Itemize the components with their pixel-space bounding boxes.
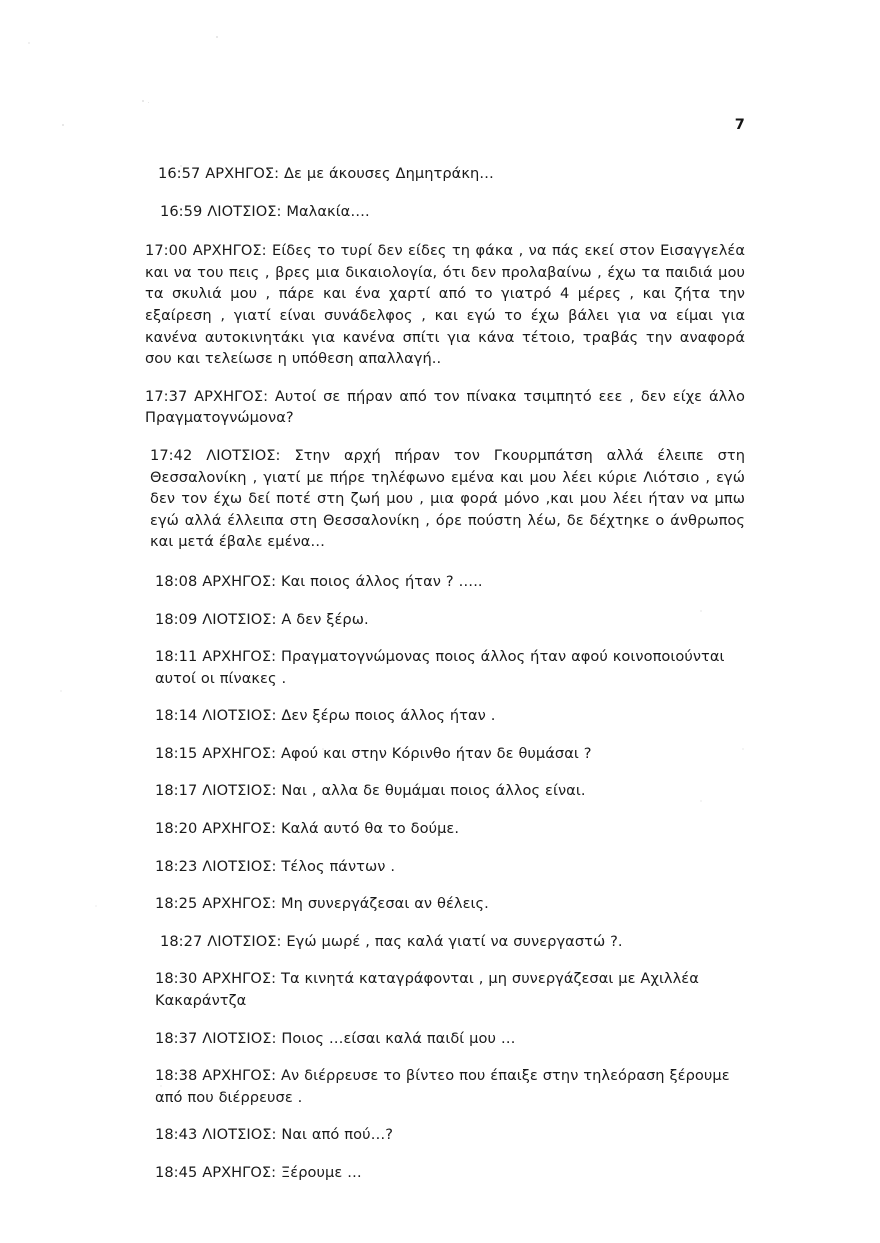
transcript-entry: 18:45 ΑΡΧΗΓΟΣ: Ξέρουμε …: [155, 1164, 362, 1181]
transcript-entry: 18:08 ΑΡΧΗΓΟΣ: Και ποιος άλλος ήταν ? …..: [155, 572, 483, 590]
transcript-entry: 18:38 ΑΡΧΗΓΟΣ: Αν διέρρευσε το βίντεο που έπαιξε στην τηλεόραση ξέρουμε από που διέρρευσε .: [155, 1067, 730, 1106]
transcript-entry: 18:14 ΛΙΟΤΣΙΟΣ: Δεν ξέρω ποιος άλλος ήταν .: [155, 707, 496, 725]
transcript-entry: 18:17 ΛΙΟΤΣΙΟΣ: Ναι , αλλα δε θυμάμαι ποιος άλλος είναι.: [155, 782, 586, 800]
transcript-entry: 18:09 ΛΙΟΤΣΙΟΣ: Α δεν ξέρω.: [155, 610, 369, 628]
transcript-entry: 18:37 ΛΙΟΤΣΙΟΣ: Ποιος …είσαι καλά παιδί μου …: [155, 1029, 516, 1047]
transcript-entry: 17:37 ΑΡΧΗΓΟΣ: Αυτοί σε πήραν από τον πίνακα τσιμπητό εεε , δεν είχε άλλο Πραγματογνώμονα?: [145, 387, 745, 427]
transcript-entry: 17:42 ΛΙΟΤΣΙΟΣ: Στην αρχή πήραν τον Γκουρμπάτση αλλά έλειπε στη Θεσσαλονίκη , γιατί με πήρε τηλέφωνο εμένα και μου λέει κύριε Λιότσιο , εγώ δεν τον έχω δεί ποτέ στη ζωή μου , μια φορά μόνο ,και μου λέει ήταν να μπω εγώ αλλά έλλειπα στη Θεσσαλονίκη , όρε πούστη λέω, δε δέχτηκε ο άνθρωπος και μετά έβαλε εμένα…: [150, 446, 745, 551]
transcript-entry: 18:30 ΑΡΧΗΓΟΣ: Τα κινητά καταγράφονται , μη συνεργάζεσαι με Αχιλλέα Κακαράντζα: [155, 970, 699, 1010]
transcript-entry: 18:25 ΑΡΧΗΓΟΣ: Μη συνεργάζεσαι αν θέλεις.: [155, 895, 489, 913]
page-number: 7: [734, 117, 745, 133]
transcript-entry: 18:15 ΑΡΧΗΓΟΣ: Αφού και στην Κόρινθο ήταν δε θυμάσαι ?: [155, 744, 592, 762]
transcript-entry: 18:43 ΛΙΟΤΣΙΟΣ: Ναι από πού…?: [155, 1126, 394, 1144]
transcript-entry: 17:00 ΑΡΧΗΓΟΣ: Είδες το τυρί δεν είδες τη φάκα , να πάς εκεί στον Εισαγγελέα και να του πεις , βρες μια δικαιολογία, ότι δεν προλαβαίνω , έχω τα παιδιά μου τα σκυλιά μου , πάρε και ένα χαρτί από το γιατρό 4 μέρες , και ζήτα την εξαίρεση , γιατί είναι συνάδελφος , και εγώ το έχω βάλει για να είμαι για κανένα αυτοκινητάκι για κανένα σπίτι για κάνα τέτοιο, τραβάς την αναφορά σου και τελείωσε η υπόθεση απαλλαγή..: [145, 242, 745, 368]
transcript-entry: 18:23 ΛΙΟΤΣΙΟΣ: Τέλος πάντων .: [155, 857, 396, 875]
transcript-entry: 16:57 ΑΡΧΗΓΟΣ: Δε με άκουσες Δημητράκη…: [158, 165, 494, 182]
transcript-body: [145, 163, 745, 1194]
transcript-entry: 16:59 ΛΙΟΤΣΙΟΣ: Μαλακία….: [160, 202, 370, 220]
transcript-entry: 18:11 ΑΡΧΗΓΟΣ: Πραγματογνώμονας ποιος άλλος ήταν αφού κοινοποιούνται αυτοί οι πίνακες .: [155, 648, 725, 687]
transcript-entry: 18:27 ΛΙΟΤΣΙΟΣ: Εγώ μωρέ , πας καλά γιατί να συνεργαστώ ?.: [160, 932, 623, 950]
transcript-entry: 18:20 ΑΡΧΗΓΟΣ: Καλά αυτό θα το δούμε.: [155, 820, 460, 838]
